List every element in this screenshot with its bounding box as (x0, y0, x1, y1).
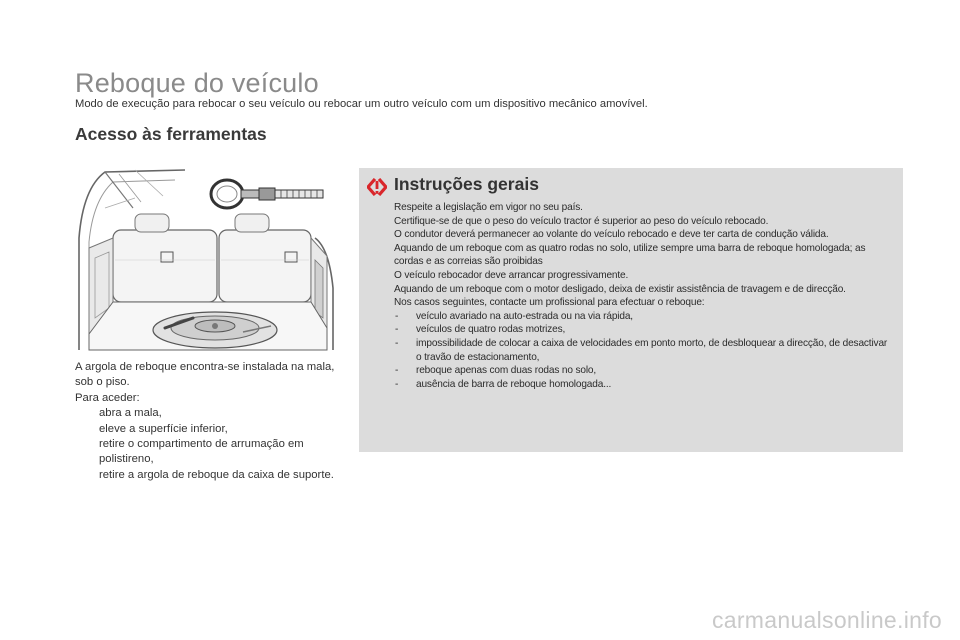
access-label: Para aceder: (75, 391, 140, 404)
list-item: - ausência de barra de reboque homologada... (395, 378, 612, 390)
panel-body (394, 201, 894, 391)
professional-cases-list (394, 310, 894, 392)
warning-icon (367, 178, 387, 196)
panel-heading: Instruções gerais (394, 174, 539, 194)
tow-ring-instructions (75, 360, 340, 483)
instruction-text: O condutor deverá permanecer ao volante do veículo rebocado e deve ter carta de condução válida. (394, 229, 829, 241)
instruction-text: Certifique-se de que o peso do veículo tractor é superior ao peso do veículo rebocado. (394, 215, 769, 227)
page-title: Reboque do veículo (75, 68, 319, 98)
instruction-text: Respeite a legislação em vigor no seu país. (394, 202, 583, 213)
intro-text: A argola de reboque encontra-se instalada na mala, sob o piso. (75, 361, 335, 389)
access-steps (75, 406, 340, 483)
watermark: carmanualsonline.info (711, 607, 942, 633)
instruction-text: Nos casos seguintes, contacte um profissional para efectuar o reboque: (394, 297, 705, 309)
instruction-text: Aquando de um reboque com o motor desligado, deixa de existir assistência de travagem e de direcção. (394, 283, 846, 295)
list-item: - impossibilidade de colocar a caixa de velocidades em ponto morto, de desbloquear a direcção, de desactivar o travão de estacionamento, (395, 337, 888, 363)
list-item: retire o compartimento de arrumação em polistireno, (99, 438, 304, 466)
list-item: eleve a superfície inferior, (99, 422, 228, 435)
section-heading: Acesso às ferramentas (75, 124, 267, 144)
list-item: abra a mala, (99, 407, 162, 420)
list-item: - reboque apenas com duas rodas no solo, (395, 365, 597, 377)
list-item: - veículos de quatro rodas motrizes, (395, 324, 566, 336)
trunk-illustration (75, 168, 337, 352)
list-item: - veículo avariado na auto-estrada ou na via rápida, (395, 310, 633, 322)
general-instructions-panel (359, 168, 903, 452)
page-subtitle: Modo de execução para rebocar o seu veículo ou rebocar um outro veículo com um dispositivo mecânico amovível. (75, 98, 648, 110)
instruction-text: Aquando de um reboque com as quatro rodas no solo, utilize sempre uma barra de reboque homologada; as cordas e as correias são proibidas (394, 242, 866, 268)
list-item: retire a argola de reboque da caixa de suporte. (99, 468, 334, 481)
instruction-text: O veículo rebocador deve arrancar progressivamente. (394, 269, 629, 281)
